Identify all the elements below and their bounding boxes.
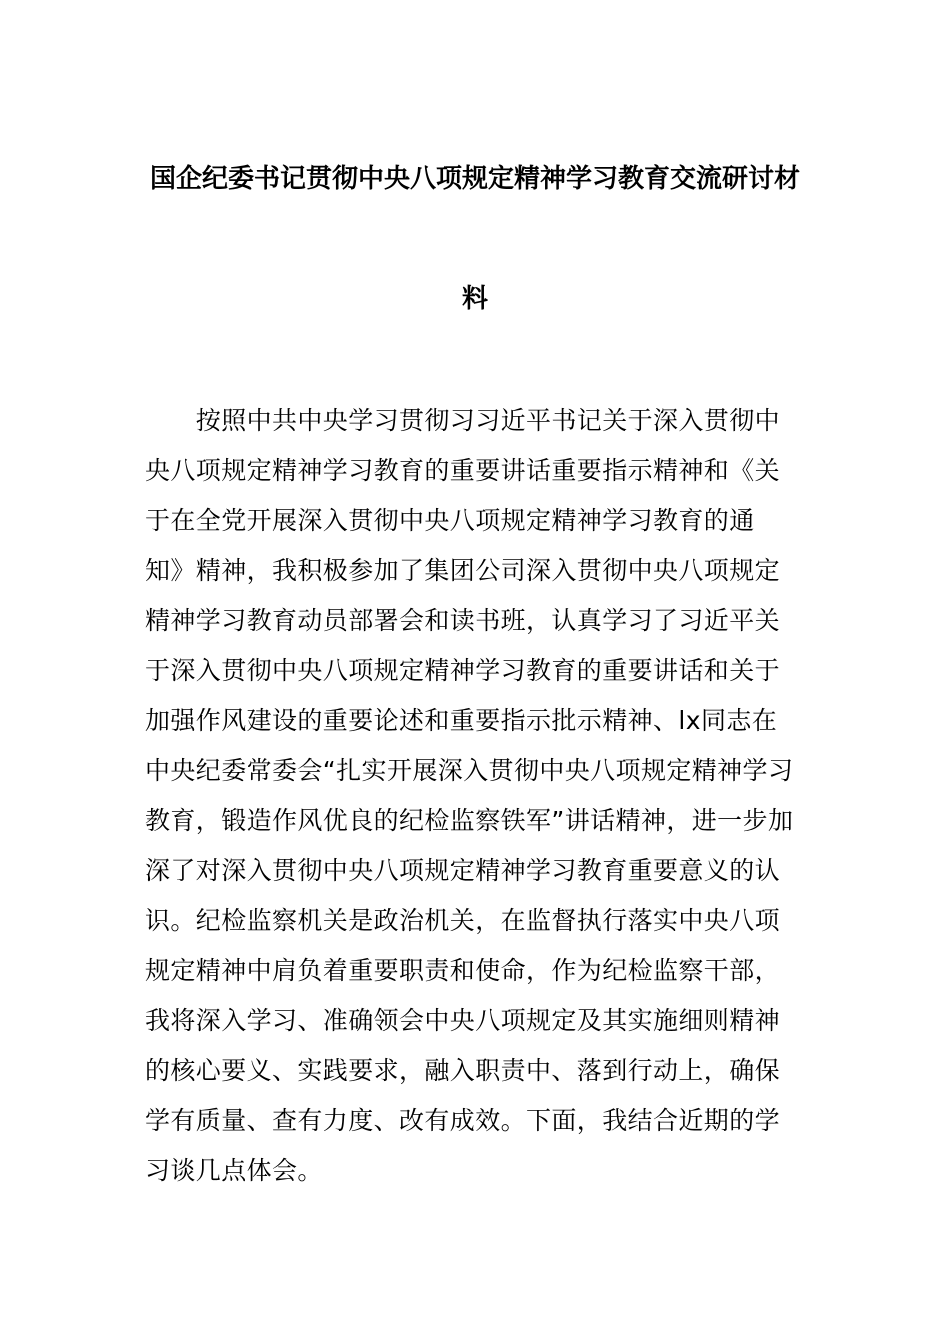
paragraph-line: 学有质量、查有力度、改有成效。下面，我结合近期的学 xyxy=(145,1106,781,1135)
paragraph-line: 识。纪检监察机关是政治机关，在监督执行落实中央八项 xyxy=(145,906,781,935)
paragraph-line: 知》精神，我积极参加了集团公司深入贯彻中央八项规定 xyxy=(145,556,781,585)
paragraph-line: 我将深入学习、准确领会中央八项规定及其实施细则精神 xyxy=(145,1006,781,1035)
paragraph-line: 精神学习教育动员部署会和读书班，认真学习了习近平关 xyxy=(145,606,781,635)
paragraph-line: 习谈几点体会。 xyxy=(145,1156,323,1185)
paragraph-line: 按照中共中央学习贯彻习习近平书记关于深入贯彻中 xyxy=(145,406,781,435)
document-title-line-2: 料 xyxy=(461,284,488,314)
paragraph-line: 于深入贯彻中央八项规定精神学习教育的重要讲话和关于 xyxy=(145,656,781,685)
paragraph-line: 教育，锻造作风优良的纪检监察铁军”讲话精神，进一步加 xyxy=(145,806,794,835)
paragraph-line: 中央纪委常委会“扎实开展深入贯彻中央八项规定精神学习 xyxy=(145,756,794,785)
paragraph-line: 央八项规定精神学习教育的重要讲话重要指示精神和《关 xyxy=(145,456,781,485)
paragraph-line: 的核心要义、实践要求，融入职责中、落到行动上，确保 xyxy=(145,1056,781,1085)
document-title-line-1: 国企纪委书记贯彻中央八项规定精神学习教育交流研讨材 xyxy=(149,164,800,194)
paragraph-line: 加强作风建设的重要论述和重要指示批示精神、lx同志在 xyxy=(145,706,778,735)
paragraph-line: 于在全党开展深入贯彻中央八项规定精神学习教育的通 xyxy=(145,506,755,535)
paragraph-line: 规定精神中肩负着重要职责和使命，作为纪检监察干部， xyxy=(145,956,781,985)
paragraph-line: 深了对深入贯彻中央八项规定精神学习教育重要意义的认 xyxy=(145,856,781,885)
